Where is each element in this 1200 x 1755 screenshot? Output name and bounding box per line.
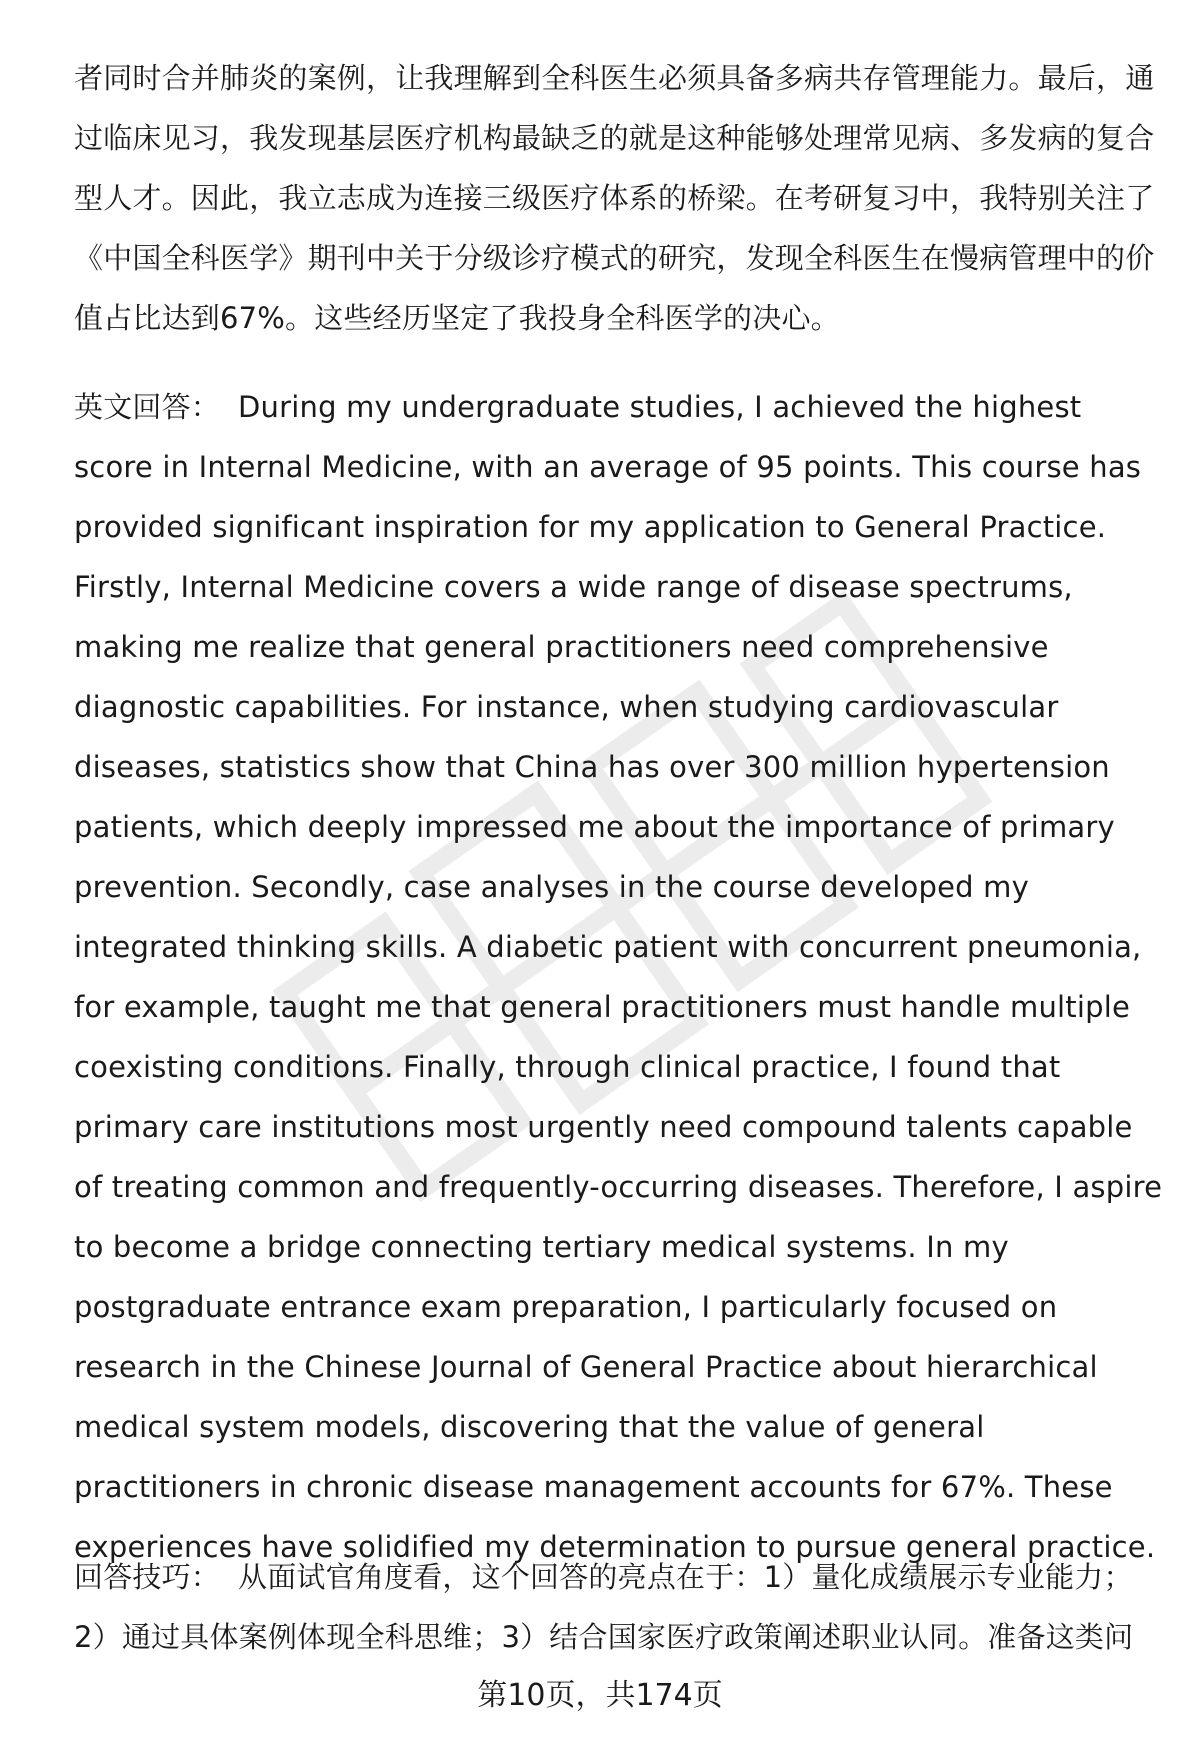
answer-tips-paragraph: [74, 1547, 1164, 1667]
chinese-answer-continuation: 者同时合并肺炎的案例，让我理解到全科医生必须具备多病共存管理能力。最后，通过临床见习，我发现基层医疗机构最缺乏的就是这种能够处理常见病、多发病的复合型人才。因此，我立志成为连接三级医疗体系的桥梁。在考研复习中，我特别关注了《中国全科医学》期刊中关于分级诊疗模式的研究，发现全科医生在慢病管理中的价值占比达到67%。这些经历坚定了我投身全科医学的决心。: [74, 61, 1155, 335]
answer-tips-label: 回答技巧：: [74, 1560, 221, 1594]
english-answer-paragraph: [74, 377, 1164, 1577]
answer-tips-text: 从面试官角度看，这个回答的亮点在于：1）量化成绩展示专业能力；2）通过具体案例体现全科思维；3）结合国家医疗政策阐述职业认同。准备这类问: [74, 1560, 1134, 1654]
english-answer-label: 英文回答：: [74, 390, 221, 424]
page-number-footer: 第10页，共174页: [477, 1678, 723, 1713]
english-answer-text: During my undergraduate studies, I achieved the highest score in Internal Medicine, with an average of 95 points. This course has provided significant inspiration for my application to General Practice. Firstly, Internal Medicine covers a wide range of disease spectrums, making me realize that general practitioners need comprehensive diagnostic capabilities. For instance, when studying cardiovascular diseases, statistics show that China has over 300 million hypertension patients, which deeply impressed me about the importance of primary prevention. Secondly, case analyses in the course developed my integrated thinking skills. A diabetic patient with concurrent pneumonia, for example, taught me that general practitioners must handle multiple coexisting conditions. Finally, through clinical practice, I found that primary care institutions most urgently need compound talents capable of treating common and frequently-occurring diseases. Therefore, I aspire to become a bridge connecting tertiary medical systems. In my postgraduate entrance exam preparation, I particularly focused on research in the Chinese Journal of General Practice about hierarchical medical system models, discovering that the value of general practitioners in chronic disease management accounts for 67%. These experiences have solidified my determination to pursue general practice.: [74, 390, 1163, 1564]
